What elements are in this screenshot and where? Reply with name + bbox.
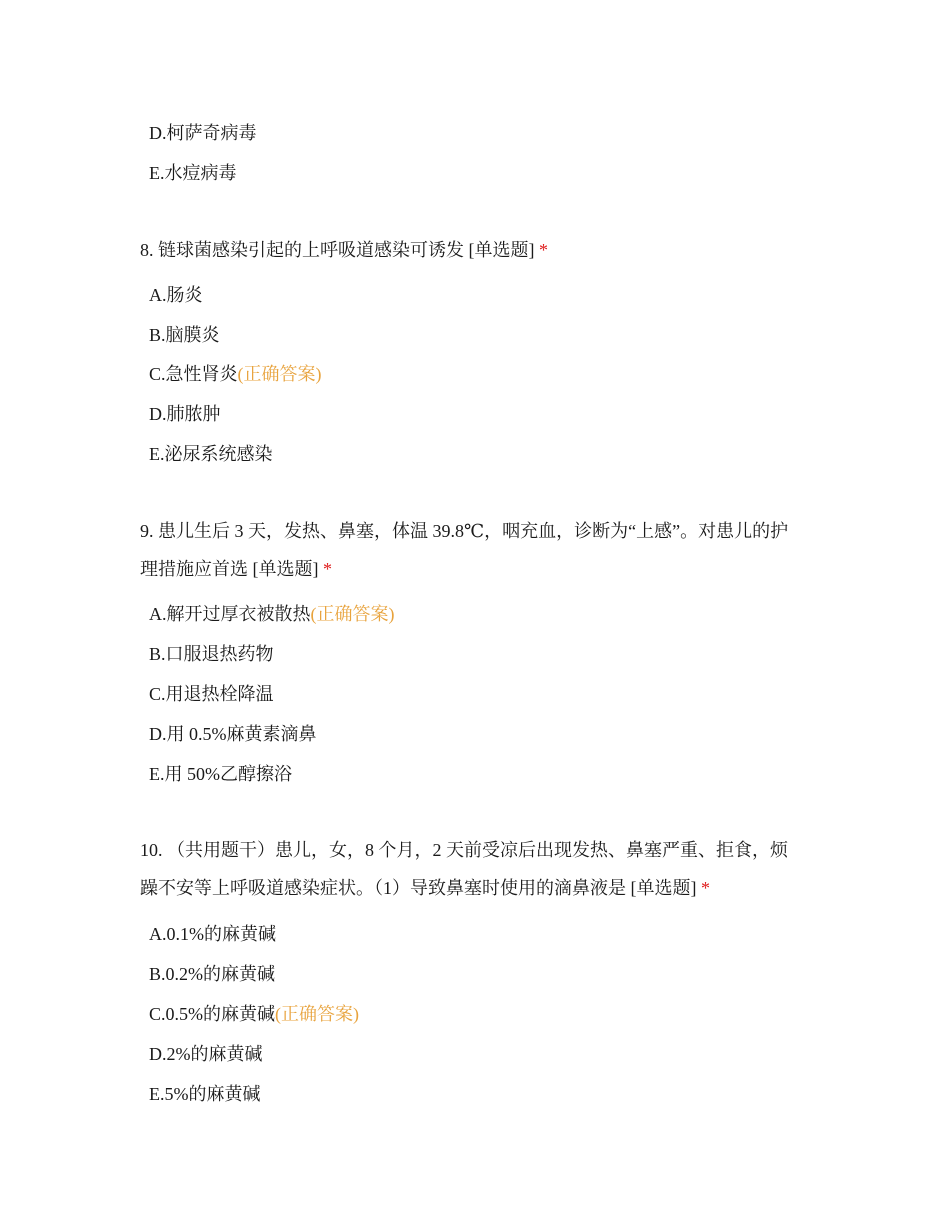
correct-answer-tag: (正确答案) [310, 604, 395, 624]
option-text: C.急性肾炎 [149, 364, 238, 384]
option-text: D.2%的麻黄碱 [149, 1044, 263, 1064]
option-text: E.水痘病毒 [149, 163, 237, 183]
question-text: 理措施应首选 [单选题] [140, 559, 319, 579]
required-mark: * [323, 559, 332, 579]
option-text: C.0.5%的麻黄碱 [149, 1004, 275, 1024]
q9-option-a[interactable] [149, 602, 395, 626]
q9-option-c[interactable] [149, 682, 274, 706]
option-text: E.泌尿系统感染 [149, 444, 273, 464]
correct-answer-tag: (正确答案) [275, 1004, 359, 1024]
q7-option-d[interactable] [149, 121, 257, 145]
q10-option-e[interactable] [149, 1082, 261, 1106]
q10-option-b[interactable] [149, 962, 275, 986]
question-9-title [140, 512, 820, 588]
correct-answer-tag: (正确答案) [237, 364, 322, 384]
option-text: E.5%的麻黄碱 [149, 1084, 261, 1104]
q8-option-c[interactable] [149, 362, 322, 386]
q7-option-e[interactable] [149, 161, 237, 185]
option-text: C.用退热栓降温 [149, 684, 274, 704]
q10-option-c[interactable] [149, 1002, 359, 1026]
option-text: B.脑膜炎 [149, 325, 220, 345]
question-text-line-1: 9. 患儿生后 3 天，发热、鼻塞，体温 39.8℃，咽充血，诊断为“上感”。对患儿的护 [140, 521, 789, 541]
q10-option-a[interactable] [149, 922, 276, 946]
question-8-title [140, 231, 820, 269]
option-text: A.肠炎 [149, 285, 203, 305]
q8-option-d[interactable] [149, 402, 221, 426]
question-text: 8. 链球菌感染引起的上呼吸道感染可诱发 [单选题] [140, 240, 535, 260]
q9-option-e[interactable] [149, 762, 292, 786]
option-text: A.解开过厚衣被散热 [149, 604, 311, 624]
option-text: B.口服退热药物 [149, 644, 274, 664]
q10-option-d[interactable] [149, 1042, 263, 1066]
option-text: E.用 50%乙醇擦浴 [149, 764, 292, 784]
q8-option-a[interactable] [149, 283, 203, 307]
required-mark: * [701, 878, 710, 898]
question-10-title [140, 831, 820, 907]
question-text-line-2 [140, 550, 820, 588]
question-text: 躁不安等上呼吸道感染症状。（1）导致鼻塞时使用的滴鼻液是 [单选题] [140, 878, 697, 898]
required-mark: * [539, 240, 548, 260]
question-text-line-2 [140, 869, 820, 907]
option-text: D.用 0.5%麻黄素滴鼻 [149, 724, 317, 744]
q9-option-d[interactable] [149, 722, 317, 746]
option-text: D.柯萨奇病毒 [149, 123, 257, 143]
option-text: D.肺脓肿 [149, 404, 221, 424]
q9-option-b[interactable] [149, 642, 274, 666]
option-text: A.0.1%的麻黄碱 [149, 924, 276, 944]
option-text: B.0.2%的麻黄碱 [149, 964, 275, 984]
q8-option-e[interactable] [149, 442, 273, 466]
q8-option-b[interactable] [149, 323, 220, 347]
question-text-line-1: 10. （共用题干）患儿，女，8 个月，2 天前受凉后出现发热、鼻塞严重、拒食，烦 [140, 840, 788, 860]
